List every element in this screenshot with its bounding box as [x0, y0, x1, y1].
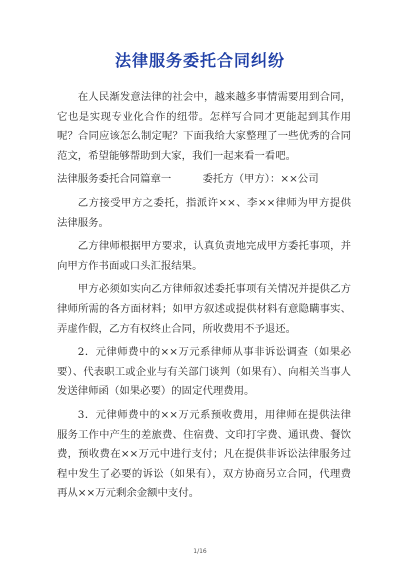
paragraph-client-duty: 甲方必须如实向乙方律师叙述委托事项有关情况并提供乙方律师所需的各方面材料；如甲方叙述或提供材料有意隐瞒事实、弄虚作假，乙方有权终止合同，所收费用不予退还。	[57, 283, 351, 335]
paragraph-assignment: 乙方接受甲方之委托，指派许××、李××律师为甲方提供法律服务。	[57, 196, 351, 229]
paragraph-lawyer-duty: 乙方律师根据甲方要求，认真负责地完成甲方委托事项，并向甲方作书面或口头汇报结果。	[57, 240, 351, 272]
paragraph-fee-fixed: 2．元律师费中的××万元系律师从事非诉讼调查（如果必要）、代表职工或企业与有关部门谈判（如果有）、向相关当事人发送律师函（如果必要）的固定代理费用。	[57, 346, 351, 398]
page-number: 1/16	[193, 548, 207, 555]
paragraph-fee-prepaid: 3．元律师费中的××万元系预收费用，用律师在提供法律服务工作中产生的差旅费、住宿费、文印打字费、通讯费、餐饮费，预收费在××万元中进行支付；凡在提供非诉讼法律服务过程中发生了必要的诉讼（如果有），双方协商另立合同，代理费再从××万元剩余金额中支付。	[57, 408, 351, 500]
paragraph-contract-header: 法律服务委托合同篇章一 委托方（甲方）：××公司	[57, 173, 319, 186]
document-body	[57, 88, 351, 508]
paragraph-intro: 在人民渐发意法律的社会中，越来越多事情需要用到合同，它也是实现专业化合作的纽带。怎样写合同才更能起到其作用呢？合同应该怎么制定呢？下面我给大家整理了一些优秀的合同范文，希望能够帮助到大家，我们一起来看一看吧。	[57, 91, 351, 162]
document-title: 法律服务委托合同纠纷	[114, 51, 285, 70]
